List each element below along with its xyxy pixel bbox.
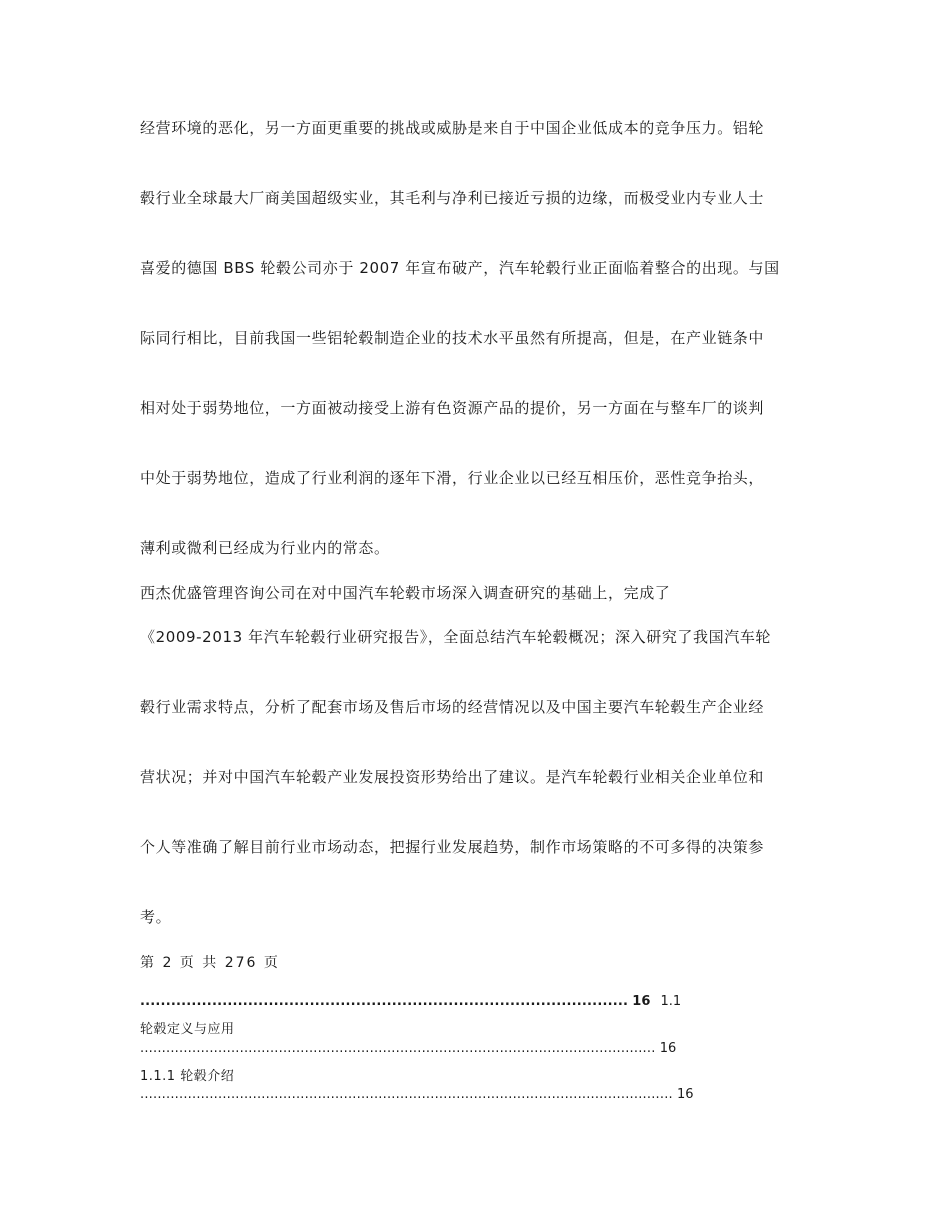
toc-page-number: 16	[659, 1041, 677, 1056]
body-paragraph-6: 中处于弱势地位，造成了行业利润的逐年下滑，行业企业以已经互相压价，恶性竞争抬头，	[140, 469, 765, 487]
toc-section-number: 1.1	[660, 994, 682, 1009]
toc-line-1	[140, 994, 808, 1009]
toc-line-2	[140, 1041, 808, 1056]
toc-entry-title: 1.1.1 轮毂介绍	[140, 1069, 235, 1084]
body-paragraph-8: 西杰优盛管理咨询公司在对中国汽车轮毂市场深入调查研究的基础上，完成了	[140, 584, 671, 602]
toc-leader-dots: ...........................................................................................................................	[140, 1087, 673, 1102]
toc-page-number: 16	[632, 994, 651, 1009]
toc-leader-dots: ...............................................................................................	[140, 994, 629, 1009]
body-paragraph-9: 《2009-2013 年汽车轮毂行业研究报告》，全面总结汽车轮毂概况；深入研究了我国汽车轮	[140, 628, 772, 646]
body-paragraph-4: 际同行相比，目前我国一些铝轮毂制造企业的技术水平虽然有所提高，但是，在产业链条中	[140, 329, 765, 347]
body-paragraph-3: 喜爱的德国 BBS 轮毂公司亦于 2007 年宣布破产，汽车轮毂行业正面临着整合的出现。与国	[140, 259, 780, 277]
toc-line-3	[140, 1087, 808, 1102]
body-paragraph-7: 薄利或微利已经成为行业内的常态。	[140, 539, 390, 557]
body-paragraph-5: 相对处于弱势地位，一方面被动接受上游有色资源产品的提价，另一方面在与整车厂的谈判	[140, 399, 765, 417]
toc-leader-dots: .......................................................................................................................	[140, 1041, 656, 1056]
body-paragraph-12: 个人等准确了解目前行业市场动态，把握行业发展趋势，制作市场策略的不可多得的决策参	[140, 838, 765, 856]
body-paragraph-11: 营状况；并对中国汽车轮毂产业发展投资形势给出了建议。是汽车轮毂行业相关企业单位和	[140, 768, 765, 786]
toc-page-number: 16	[677, 1087, 694, 1102]
toc-entry-title: 轮毂定义与应用	[140, 1022, 235, 1037]
body-paragraph-10: 毂行业需求特点，分析了配套市场及售后市场的经营情况以及中国主要汽车轮毂生产企业经	[140, 698, 765, 716]
body-paragraph-2: 毂行业全球最大厂商美国超级实业，其毛利与净利已接近亏损的边缘，而极受业内专业人士	[140, 189, 765, 207]
body-paragraph-13: 考。	[140, 908, 172, 926]
page-number-footer: 第 2 页 共 276 页	[140, 955, 280, 971]
body-paragraph-1: 经营环境的恶化，另一方面更重要的挑战或威胁是来自于中国企业低成本的竞争压力。铝轮	[140, 119, 765, 137]
